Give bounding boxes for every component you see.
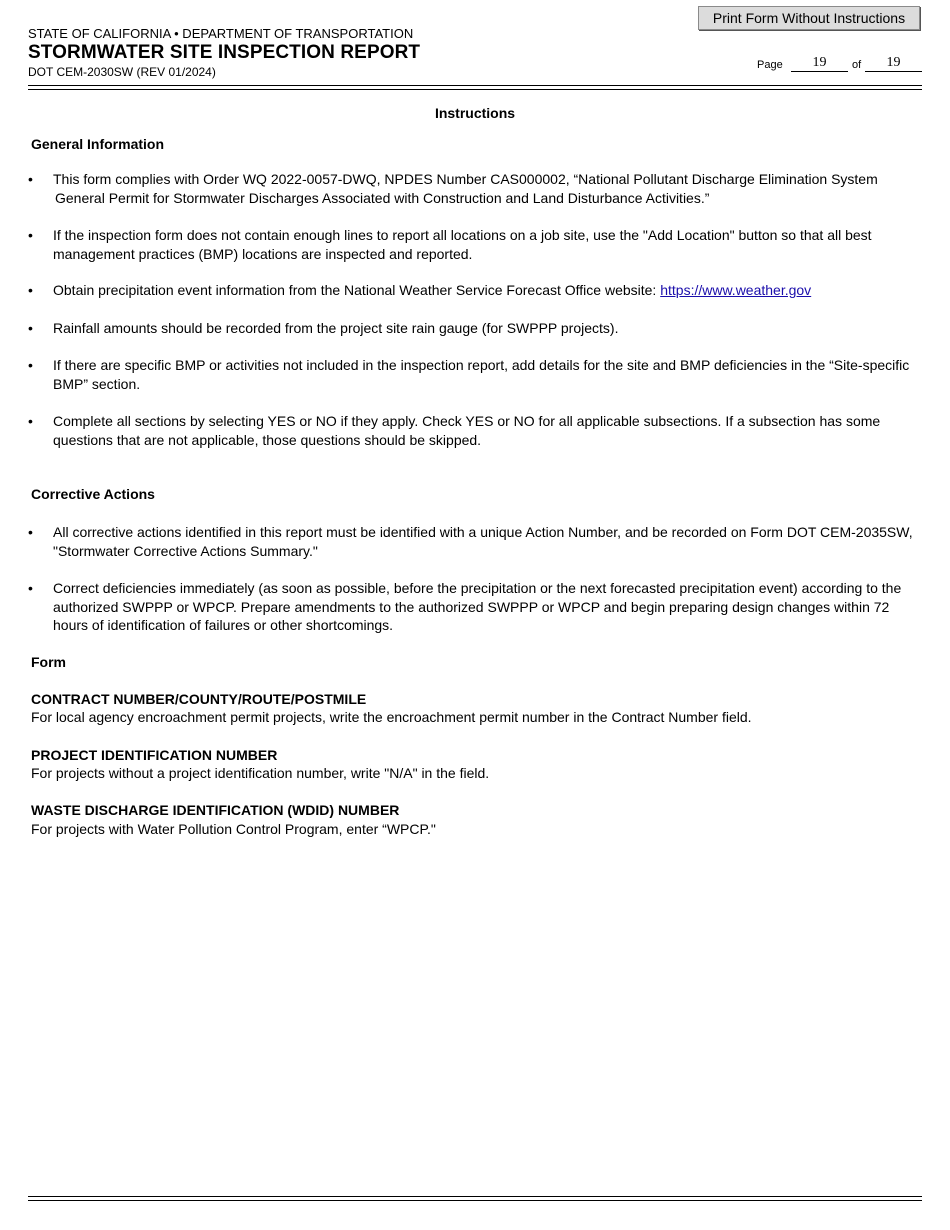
field-title: CONTRACT NUMBER/COUNTY/ROUTE/POSTMILE [31, 691, 367, 707]
bullet-text: "Stormwater Corrective Actions Summary." [53, 542, 318, 559]
field-description: For local agency encroachment permit projects, write the encroachment permit number in the Contract Number field. [31, 709, 752, 725]
list-item [28, 579, 920, 635]
bullet-text: management practices (BMP) locations are inspected and reported. [53, 245, 473, 262]
of-label: of [852, 59, 862, 71]
page-number-field[interactable]: 19 [791, 55, 848, 72]
bullet-icon: • [28, 227, 33, 243]
bullet-text: Obtain precipitation event information from the National Weather Service Forecast Office website: [53, 282, 657, 298]
weather-gov-link[interactable]: https://www.weather.gov [660, 282, 812, 298]
agency-name: STATE OF CALIFORNIA • DEPARTMENT OF TRANSPORTATION [28, 26, 414, 41]
field-title: WASTE DISCHARGE IDENTIFICATION (WDID) NUMBER [31, 802, 400, 818]
list-item [28, 356, 920, 393]
field-description: For projects with Water Pollution Control Program, enter “WPCP." [31, 821, 436, 837]
bullet-icon: • [28, 282, 33, 298]
bullet-text: Rainfall amounts should be recorded from the project site rain gauge (for SWPPP projects). [53, 320, 619, 336]
bullet-text: General Permit for Stormwater Discharges Associated with Construction and Land Disturbance Activities.” [55, 189, 710, 206]
bullet-icon: • [28, 320, 33, 336]
header-rule-top [28, 85, 922, 86]
bullet-text: Correct deficiencies immediately (as soon as possible, before the precipitation or the next forecasted precipitation event) according to the [53, 580, 902, 596]
list-item [28, 170, 920, 207]
form-heading: Form [31, 654, 66, 670]
bullet-text: All corrective actions identified in this report must be identified with a unique Action Number, and be recorded on Form DOT CEM-2035SW, [53, 524, 913, 540]
field-title: PROJECT IDENTIFICATION NUMBER [31, 747, 278, 763]
bullet-icon: • [28, 357, 33, 373]
bullet-text: This form complies with Order WQ 2022-0057-DWQ, NPDES Number CAS000002, “National Pollutant Discharge Elimination System [53, 171, 878, 187]
bullet-text: authorized SWPPP or WPCP. Prepare amendments to the authorized SWPPP or WPCP and begin preparing design changes within 72 [53, 598, 890, 615]
bullet-text: If the inspection form does not contain enough lines to report all locations on a job site, use the "Add Location" button so that all best [53, 227, 872, 243]
list-item [28, 281, 920, 300]
bullet-icon: • [28, 524, 33, 540]
bullet-text: Complete all sections by selecting YES or NO if they apply. Check YES or NO for all applicable subsections. If a subsection has some [53, 413, 881, 429]
page-label: Page [757, 59, 783, 71]
corrective-actions-heading: Corrective Actions [31, 486, 155, 502]
form-title: STORMWATER SITE INSPECTION REPORT [28, 42, 421, 63]
bullet-text: If there are specific BMP or activities not included in the inspection report, add details for the site and BMP deficiencies in the “Site-specific [53, 357, 910, 373]
field-description: For projects without a project identification number, write "N/A" in the field. [31, 765, 490, 781]
list-item [28, 412, 920, 449]
header-rule-bottom [28, 89, 922, 90]
footer-rule-bottom [28, 1200, 922, 1201]
print-without-instructions-button[interactable]: Print Form Without Instructions [698, 6, 920, 30]
footer-rule-top [28, 1196, 922, 1197]
bullet-text: questions that are not applicable, those questions should be skipped. [53, 431, 482, 448]
instructions-heading: Instructions [434, 105, 516, 121]
bullet-icon: • [28, 171, 33, 187]
list-item [28, 319, 920, 338]
list-item [28, 226, 920, 263]
general-information-heading: General Information [31, 136, 165, 152]
page-total-field[interactable]: 19 [865, 55, 922, 72]
bullet-text: hours of identification of failures or other shortcomings. [53, 617, 394, 633]
bullet-text: BMP” section. [53, 375, 141, 392]
bullet-icon: • [28, 413, 33, 429]
bullet-icon: • [28, 580, 33, 596]
form-number: DOT CEM-2030SW (REV 01/2024) [28, 65, 216, 79]
list-item [28, 523, 920, 560]
